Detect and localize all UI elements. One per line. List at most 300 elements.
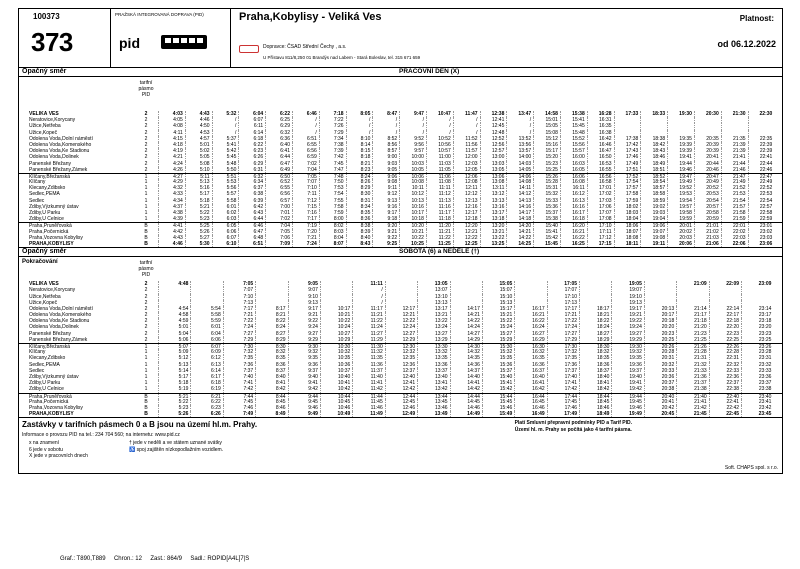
departure-time: 16:29 [514,337,546,343]
departure-time: 16:49 [514,411,546,417]
departure-time: 7:47 [319,167,346,173]
departure-time: 7:45 [223,399,255,405]
departure-time: 5:14 [158,368,190,374]
departure-time: 7:41 [223,380,255,386]
departure-time: 6:13 [190,362,222,368]
departure-time: 9:21 [372,229,399,235]
departure-time: 13:07 [417,287,449,293]
departure-time: 16:55 [587,167,614,173]
departure-time: 19:57 [667,204,694,210]
departure-time: 9:44 [288,394,320,399]
departure-time: 20:18 [644,318,676,324]
departure-time: 7:26 [319,123,346,129]
departure-time: 17:37 [547,368,579,374]
departure-time: 19:44 [611,394,643,399]
departure-time: 13:29 [417,337,449,343]
departure-time: 8:35 [346,210,373,216]
departure-time: / [212,117,239,123]
departure-time: 9:03 [372,161,399,167]
departure-time: 16:53 [587,161,614,167]
departure-time: 13:40 [417,374,449,380]
departure-time: 9:24 [288,324,320,330]
departure-time: 11:13 [426,198,453,204]
departure-time: 6:48 [238,235,265,241]
departure-time: 8:49 [255,411,287,417]
departure-time: 15:40 [533,223,560,228]
departure-time: 7:21 [223,312,255,318]
stop-zone: 1 [144,191,148,198]
stop-zone: 1 [144,203,148,210]
departure-time: 14:41 [450,380,482,386]
departure-time: 6:26 [238,154,265,160]
departure-time: 20:58 [694,210,721,216]
departure-time: 16:42 [514,386,546,392]
departure-time: 17:52 [614,174,641,179]
departure-time: 18:59 [640,198,667,204]
stop-name: Zdiby,U Čelnice [29,386,64,393]
departure-time: 9:36 [288,362,320,368]
stop-zone: B [144,398,148,405]
departure-time: 10:21 [399,229,426,235]
departure-time: 10:41 [320,380,352,386]
stop-zone: 2 [144,281,148,288]
departure-time: 9:37 [288,368,320,374]
departure-time: 11:06 [426,174,453,179]
departure-time: 16:42 [587,136,614,142]
departure-time: / [346,117,373,123]
stop-name: Sedlec,PEMA [29,361,60,368]
stop-name: Praha,Vozovna Kobylisy [29,404,83,411]
stop-row [19,411,782,417]
stop-zone: 2 [144,135,148,142]
departure-time: 13:37 [417,368,449,374]
departure-time: 12:08 [453,179,480,185]
departure-time: 21:01 [694,223,721,228]
departure-time: 4:34 [158,198,185,204]
departure-time: 7:30 [223,344,255,349]
weekday-block [18,68,783,248]
departure-time: 9:18 [372,216,399,222]
departure-time: 12:12 [453,191,480,197]
departure-time: 7:44 [223,394,255,399]
departure-time: 22:17 [709,312,741,318]
departure-time: 12:56 [480,142,507,148]
departure-time: 17:35 [547,355,579,361]
departure-time: 20:39 [694,148,721,154]
departure-time: 16:32 [514,349,546,355]
departure-time: 6:52 [265,179,292,185]
validity-label: Platnost: [739,14,774,23]
departure-time: 13:42 [417,386,449,392]
departure-time: 5:41 [212,142,239,148]
departure-time: 21:28 [676,349,708,355]
departure-time: 12:21 [453,229,480,235]
departure-time: 7:10 [223,294,255,300]
departure-time: 15:37 [533,210,560,216]
departure-time: 15:38 [533,216,560,222]
departure-time: 23:17 [741,312,773,318]
departure-time: 10:57 [426,148,453,154]
departure-time: 8:45 [255,399,287,405]
departure-time: 23:31 [741,355,773,361]
departure-time: 19:30 [611,344,643,349]
departure-time: 20:03 [667,235,694,241]
departure-time: 17:08 [587,216,614,222]
departure-time: 20:38 [644,386,676,392]
stop-zone: 2 [144,154,148,161]
departure-time: 16:18 [560,216,587,222]
departure-time: 21:32 [676,362,708,368]
stop-zone: B [144,411,148,418]
departure-time: 19:06 [640,223,667,228]
departure-time: 7:42 [223,386,255,392]
departure-time: 13:46 [417,405,449,411]
departure-time: 5:18 [158,380,190,386]
departure-time: 13:44 [417,394,449,399]
departure-time: 6:47 [238,229,265,235]
legend-item: 6 jede v sobotu [29,446,63,453]
departure-time: 22:35 [748,136,775,142]
departure-time: 18:37 [579,368,611,374]
departure-time: 6:07 [190,344,222,349]
departure-time: 8:40 [346,235,373,241]
departure-time: / [352,294,384,300]
departure-time: 21:02 [694,229,721,235]
departure-time: 8:29 [346,185,373,191]
direction-label: Opačný směr [22,248,67,256]
timetable-header [18,8,783,68]
departure-time: 6:51 [238,241,265,247]
direction-label: Opačný směr [22,68,67,75]
departure-time: 7:39 [319,148,346,154]
departure-time: 18:30 [579,344,611,349]
departure-time: 20:30 [694,111,721,117]
timetable-sheet [18,8,783,474]
departure-time: 4:33 [158,191,185,197]
departure-time: 19:03 [640,210,667,216]
departure-time: 4:41 [158,223,185,228]
departure-time: 13:20 [480,223,507,228]
departure-time: 7:04 [265,223,292,228]
departure-time: 19:54 [667,198,694,204]
stop-name: Odolena Voda,Dolní náměstí [29,305,93,312]
departure-time: 18:07 [614,229,641,235]
departure-time: 5:23 [158,405,190,411]
departure-time: 7:22 [223,318,255,324]
departure-time: 4:08 [158,123,185,129]
departure-time: 13:49 [417,411,449,417]
departure-time: 20:54 [694,198,721,204]
departure-time: 16:46 [587,142,614,148]
departure-time: 15:45 [560,123,587,129]
departure-time: 16:03 [560,161,587,167]
stop-name: PRAHA,KOBYLISY [29,240,74,247]
departure-time: 14:12 [506,191,533,197]
departure-time: 10:30 [320,344,352,349]
departure-time: 6:50 [265,174,292,179]
departure-time: 18:06 [614,223,641,228]
departure-time: / [346,130,373,136]
departure-time: 9:35 [288,355,320,361]
departure-time: 21:20 [676,324,708,330]
departure-time: 15:41 [533,229,560,235]
departure-time: 22:30 [748,111,775,117]
departure-time: 4:24 [158,161,185,167]
departure-time: 10:11 [399,185,426,191]
departure-time: 9:47 [399,111,426,117]
departure-time: 20:17 [644,312,676,318]
departure-time: 6:43 [238,210,265,216]
weekend-block [18,248,783,418]
departure-time: 9:46 [288,405,320,411]
departure-time: 10:18 [399,216,426,222]
departure-time: 9:17 [288,306,320,312]
stop-zone: 2 [144,318,148,325]
departure-time: 13:00 [480,154,507,160]
departure-time: 6:14 [238,130,265,136]
departure-time: 14:05 [506,167,533,173]
departure-time: 6:59 [292,154,319,160]
departure-time: 17:36 [547,362,579,368]
departure-time: 7:09 [265,241,292,247]
departure-time: 10:52 [426,136,453,142]
departure-time: 18:04 [614,216,641,222]
departure-time: 20:37 [644,380,676,386]
departure-time: 17:54 [614,179,641,185]
departure-time: 15:13 [482,300,514,306]
departure-time: 16:05 [560,167,587,173]
departure-time: 18:42 [640,142,667,148]
departure-time: 6:29 [238,161,265,167]
departure-time: 17:32 [547,349,579,355]
departure-time: 12:52 [480,136,507,142]
departure-time: 11:42 [352,386,384,392]
departure-time: 20:20 [644,324,676,330]
departure-time: 13:45 [417,399,449,405]
departure-time: 21:42 [676,405,708,411]
departure-time: 18:36 [579,362,611,368]
departure-time: 17:38 [614,136,641,142]
departure-time: 19:32 [611,349,643,355]
departure-time: 7:55 [319,198,346,204]
departure-time: 22:47 [748,174,775,179]
departure-time: 20:25 [644,337,676,343]
info-line: Informace o provozu PID na tel.: 234 704 560; na internetu: www.pid.cz [22,432,180,439]
departure-time: 7:05 [223,281,255,287]
departure-time: 5:10 [185,167,212,173]
departure-time: 21:18 [676,318,708,324]
departure-time: 5:06 [158,337,190,343]
departure-time: 9:25 [372,241,399,247]
departure-time: 16:40 [514,374,546,380]
departure-time: 5:32 [212,111,239,117]
departure-time: 8:07 [319,241,346,247]
departure-time: 16:46 [514,405,546,411]
departure-time: 11:29 [352,337,384,343]
departure-time: 12:40 [385,374,417,380]
departure-time: 14:40 [450,374,482,380]
departure-time: 19:27 [611,331,643,337]
departure-time: 12:42 [385,386,417,392]
departure-time: 19:36 [611,362,643,368]
departure-time: 7:38 [319,142,346,148]
departure-time: 12:29 [385,337,417,343]
departure-time: 5:19 [158,386,190,392]
stop-name: Zdiby,U Parku [29,380,61,387]
departure-time: 18:52 [640,174,667,179]
departure-time: 12:35 [385,355,417,361]
departure-time: 23:03 [748,235,775,241]
departure-time: 21:41 [676,399,708,405]
departure-time: 18:49 [579,411,611,417]
departure-time: 9:00 [372,154,399,160]
departure-time: 12:05 [453,167,480,173]
departure-time: 20:59 [694,216,721,222]
departure-time: 15:38 [560,111,587,117]
departure-time: 10:00 [399,154,426,160]
departure-time: 21:33 [676,368,708,374]
departure-time: 16:41 [514,380,546,386]
zast-meta: Zast.: 864/9 [150,556,182,562]
departure-time: 6:21 [190,394,222,399]
departure-time: 20:41 [694,154,721,160]
departure-time: 8:24 [255,324,287,330]
departure-time: 18:57 [640,185,667,191]
departure-time: 19:02 [640,204,667,210]
departure-time: 22:06 [721,241,748,247]
departure-time: 15:45 [482,399,514,405]
departure-time: 19:05 [611,281,643,287]
departure-time: 5:05 [185,154,212,160]
departure-time: 15:42 [533,235,560,241]
departure-time: 6:49 [265,167,292,173]
departure-time: 9:10 [288,294,320,300]
departure-time: 23:38 [741,386,773,392]
departure-time: 15:44 [482,394,514,399]
departure-time: 20:23 [644,331,676,337]
stop-name: Zdiby,Výzkumný ústav [29,373,79,380]
weekday-grid [19,111,782,247]
departure-time: 8:02 [319,223,346,228]
stop-zone: B [144,234,148,241]
stop-zone: 1 [144,197,148,204]
departure-time: 21:49 [721,179,748,185]
stop-zone: 1 [144,185,148,192]
legend-item: x na znamení [29,440,60,447]
departure-time: 11:05 [426,167,453,173]
departure-time: 14:13 [506,198,533,204]
departure-time: 12:24 [385,324,417,330]
departure-time: 12:25 [453,241,480,247]
departure-time: 22:03 [721,235,748,241]
departure-time: 14:17 [506,210,533,216]
departure-time: 17:11 [587,229,614,235]
departure-time: 16:17 [514,306,546,312]
departure-time: 4:46 [158,241,185,247]
weekend-column-header [19,257,782,281]
departure-time: 6:37 [238,185,265,191]
departure-time: 14:21 [450,312,482,318]
departure-time: 6:23 [190,405,222,411]
departure-time: 10:35 [320,355,352,361]
departure-time: / [292,123,319,129]
departure-time: 12:44 [385,394,417,399]
departure-time: 20:45 [644,411,676,417]
departure-time: 7:24 [223,324,255,330]
departure-time: 15:10 [482,294,514,300]
departure-time: 7:46 [223,405,255,411]
departure-time: 23:09 [741,281,773,287]
departure-time: 13:17 [480,210,507,216]
departure-time: 14:30 [450,344,482,349]
departure-time: 6:40 [265,142,292,148]
stop-name: Panenské Břežany,Zámek [29,336,88,343]
departure-time: 17:43 [614,148,641,154]
departure-time: 20:57 [694,204,721,210]
departure-time: 6:41 [265,148,292,154]
departure-time: 18:46 [640,154,667,160]
departure-time: 16:36 [514,362,546,368]
departure-time: 20:40 [644,394,676,399]
departure-time: 6:47 [265,161,292,167]
departure-time: 10:29 [320,337,352,343]
departure-time: 10:44 [320,394,352,399]
departure-time: 5:26 [185,229,212,235]
departure-time: 18:33 [640,111,667,117]
departure-time: 15:05 [533,123,560,129]
departure-time: 23:02 [748,229,775,235]
stop-zone: 1 [144,179,148,186]
departure-time: 10:17 [320,306,352,312]
departure-time: 15:08 [533,130,560,136]
departure-time: 18:46 [579,405,611,411]
stop-row [19,216,782,222]
departure-time: 8:29 [255,337,287,343]
stop-zone: 2 [144,148,148,155]
departure-time: 17:13 [547,300,579,306]
departure-time: 6:06 [212,229,239,235]
departure-time: 8:43 [346,241,373,247]
departure-time: 19:42 [611,386,643,392]
departure-time: 15:35 [482,355,514,361]
departure-time: / [372,117,399,123]
departure-time: 20:32 [644,362,676,368]
departure-time: 7:54 [319,191,346,197]
departure-time: / [346,123,373,129]
departure-time: 17:06 [587,204,614,210]
departure-time: 17:24 [547,324,579,330]
departure-time: 23:25 [741,337,773,343]
departure-time: 6:46 [238,223,265,228]
departure-time: 5:59 [190,318,222,324]
departure-time: 11:22 [426,235,453,241]
departure-time: 17:12 [587,235,614,241]
stop-zone: B [144,393,148,400]
departure-time: 6:07 [212,235,239,241]
departure-time: 10:37 [320,368,352,374]
footer [18,418,783,474]
sadl-meta: Sadl.: ROPID[A4L]7|S [190,556,250,562]
departure-time: 6:23 [238,148,265,154]
departure-time: 21:38 [676,386,708,392]
stop-zone: B [144,240,148,247]
operator-address: U Přístavu 811/8,250 01 Brandýs nad Labem - Stará Boleslav, tel. 315 671 659 [263,55,421,60]
departure-time: 7:16 [292,210,319,216]
departure-time: 11:11 [426,185,453,191]
departure-time: 16:22 [560,235,587,241]
departure-time: 23:37 [741,380,773,386]
departure-time: 10:06 [399,174,426,179]
